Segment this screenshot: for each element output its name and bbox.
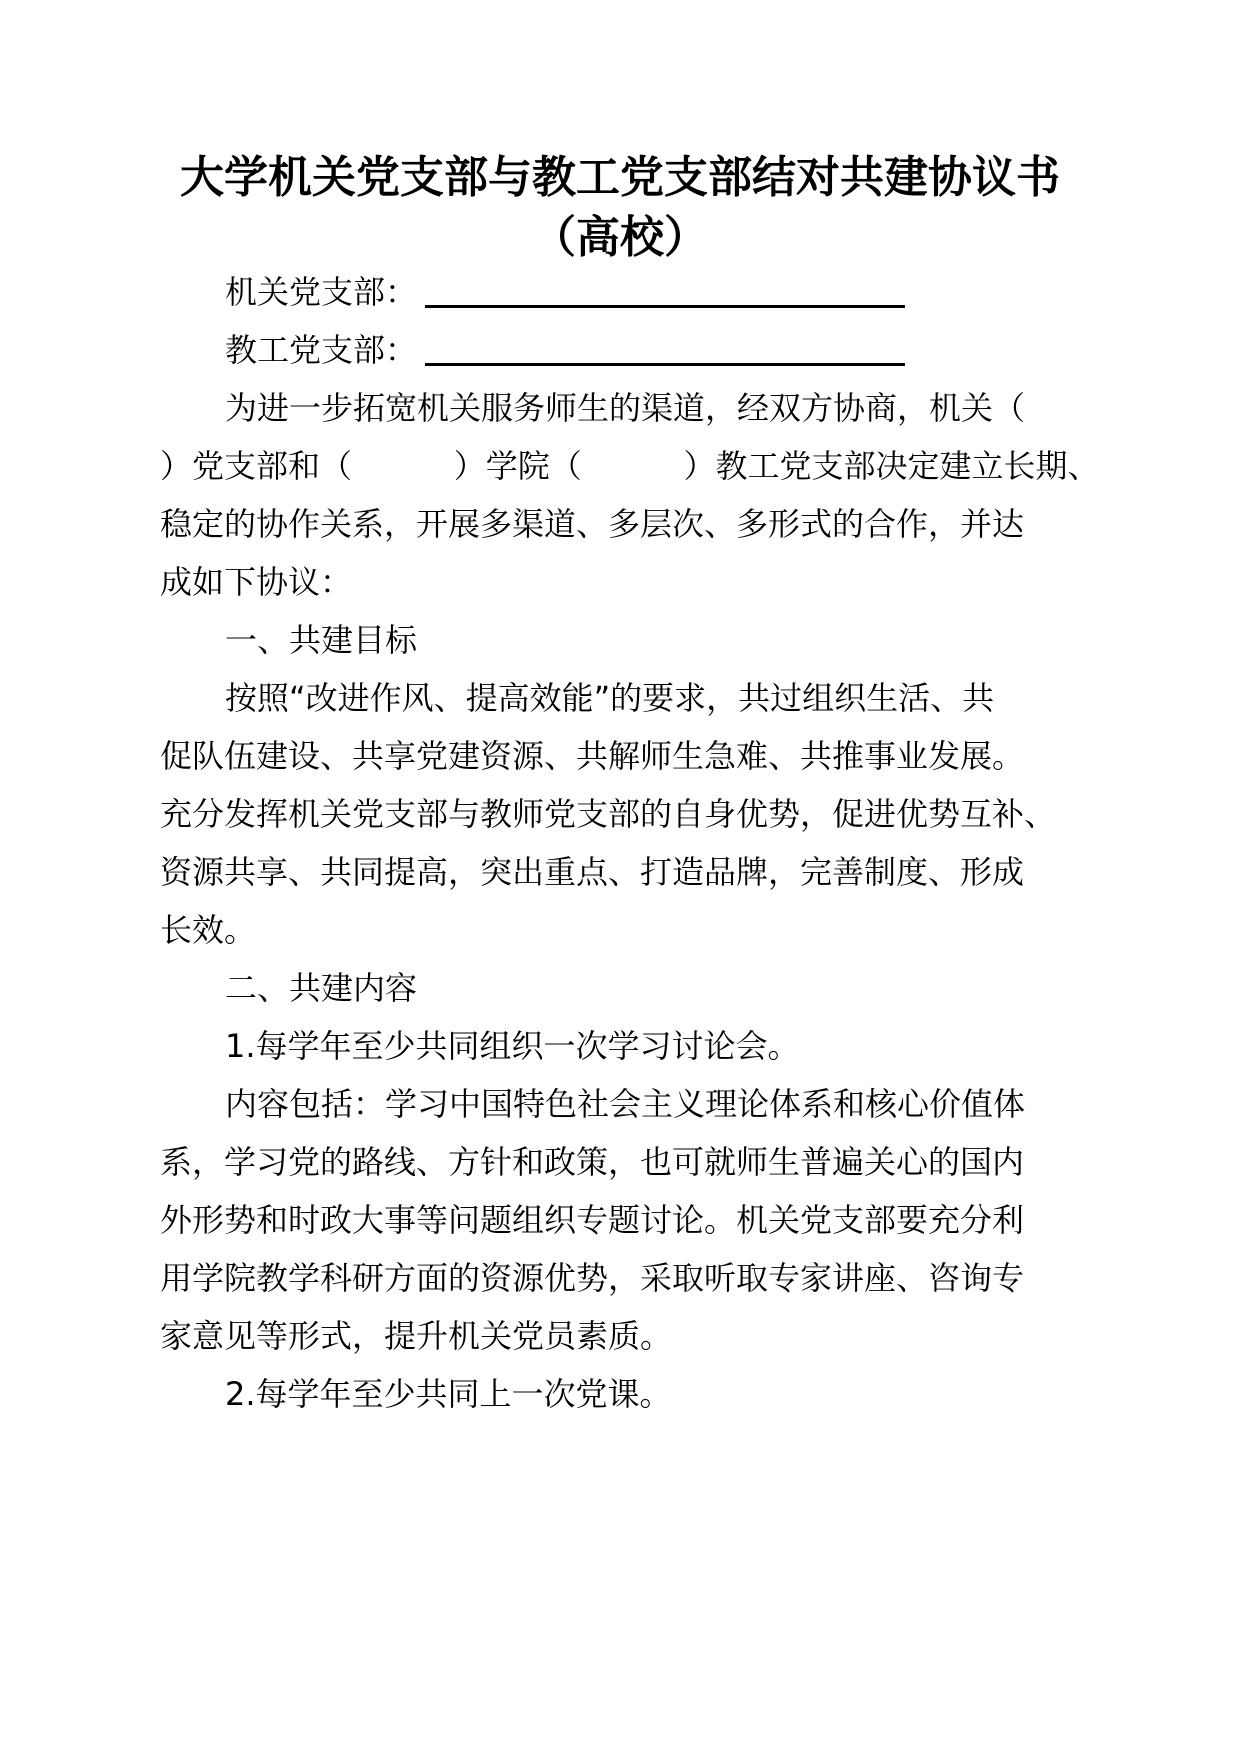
section1-line-1: 按照“改进作风、提高效能”的要求，共过组织生活、共	[225, 679, 995, 717]
item1-content-line-5: 家意见等形式，提升机关党员素质。	[160, 1317, 673, 1355]
item1-heading: 1.每学年至少共同组织一次学习讨论会。	[225, 1027, 800, 1065]
section1-line-5: 长效。	[160, 911, 257, 949]
intro-line-2: ）党支部和（ ）学院（ ）教工党支部决定建立长期、	[160, 447, 1100, 485]
field-jiaogong-label: 教工党支部：	[225, 331, 418, 369]
section2-heading: 二、共建内容	[225, 969, 418, 1007]
document-subtitle: （高校）	[532, 212, 708, 263]
section1-line-3: 充分发挥机关党支部与教师党支部的自身优势，促进优势互补、	[160, 795, 1057, 833]
intro-line-1: 为进一步拓宽机关服务师生的渠道，经双方协商，机关（	[225, 389, 1026, 427]
item2-heading: 2.每学年至少共同上一次党课。	[225, 1375, 672, 1413]
section1-heading: 一、共建目标	[225, 621, 418, 659]
field-jiaogong-blank[interactable]	[425, 363, 905, 366]
item1-content-line-1: 内容包括：学习中国特色社会主义理论体系和核心价值体	[225, 1085, 1026, 1123]
document-title: 大学机关党支部与教工党支部结对共建协议书	[180, 152, 1060, 203]
section1-line-4: 资源共享、共同提高，突出重点、打造品牌，完善制度、形成	[160, 853, 1025, 891]
intro-line-4: 成如下协议：	[160, 563, 353, 601]
item1-content-line-3: 外形势和时政大事等问题组织专题讨论。机关党支部要充分利	[160, 1201, 1025, 1239]
field-jiguan-label: 机关党支部：	[225, 273, 418, 311]
section1-line-2: 促队伍建设、共享党建资源、共解师生急难、共推事业发展。	[160, 737, 1025, 775]
item1-content-line-4: 用学院教学科研方面的资源优势，采取听取专家讲座、咨询专	[160, 1259, 1025, 1297]
item1-content-line-2: 系，学习党的路线、方针和政策，也可就师生普遍关心的国内	[160, 1143, 1025, 1181]
intro-line-3: 稳定的协作关系，开展多渠道、多层次、多形式的合作，并达	[160, 505, 1025, 543]
field-jiguan-blank[interactable]	[425, 305, 905, 308]
